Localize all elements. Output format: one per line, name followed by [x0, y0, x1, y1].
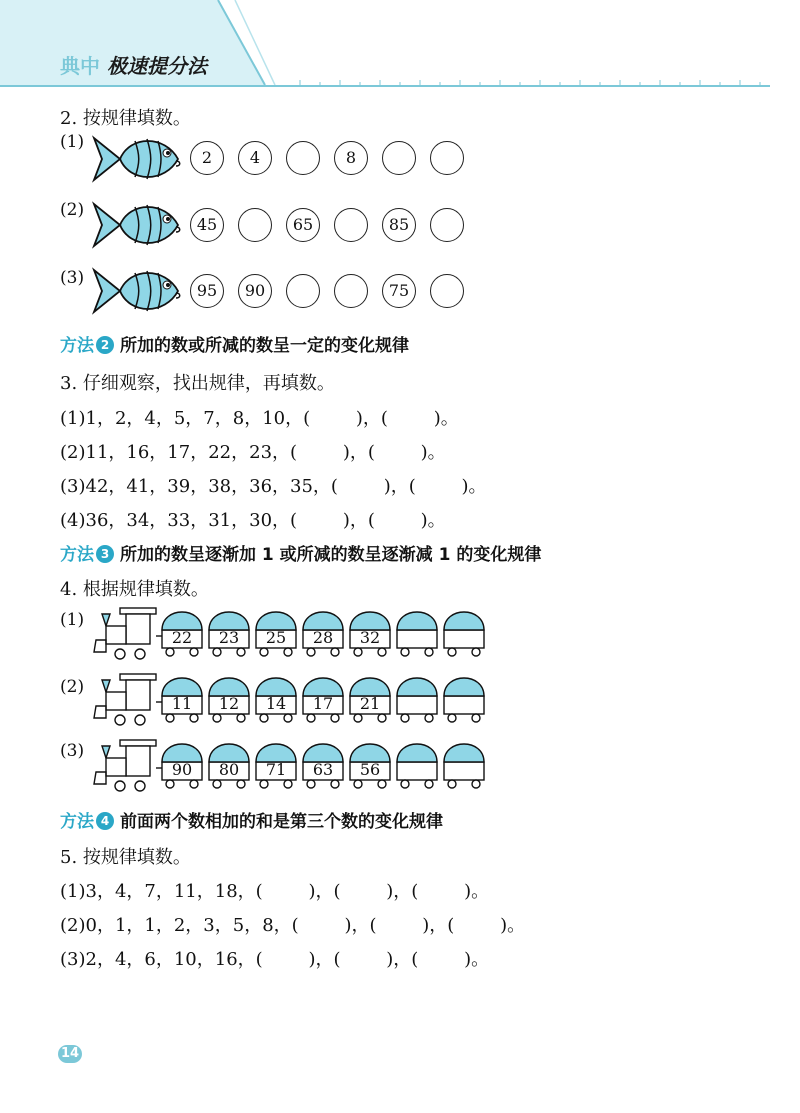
page-number: 14	[58, 1045, 82, 1063]
q5-line2: (2)0，1，1，2，3，5，8，( )，( )，( )。	[60, 915, 526, 936]
method4-heading	[60, 807, 443, 832]
q3-line2: (2)11，16，17，22，23，( )，( )。	[60, 442, 446, 463]
q5-line1: (1)3，4，7，11，18，( )，( )，( )。	[60, 881, 490, 902]
q2-row1-label: (1)	[60, 132, 85, 152]
q2-title: 2. 按规律填数。	[60, 108, 191, 129]
brand-part1: 典中	[60, 54, 100, 78]
q4-title: 4. 根据规律填数。	[60, 579, 209, 600]
method-tag: 方法	[60, 812, 94, 832]
answer-circle: 45	[190, 208, 224, 242]
method-number-badge: 2	[96, 336, 114, 354]
fish-icon	[90, 196, 186, 254]
train-car-number: 21	[359, 694, 381, 713]
method-number-badge: 4	[96, 812, 114, 830]
answer-circle: 85	[382, 208, 416, 242]
method-text: 前面两个数相加的和是第三个数的变化规律	[120, 812, 443, 832]
fish-icon	[90, 262, 186, 320]
answer-circle[interactable]	[382, 141, 416, 175]
answer-circle[interactable]	[286, 141, 320, 175]
answer-circle: 2	[190, 141, 224, 175]
train-car-number: 22	[171, 628, 193, 647]
q2-row2-label: (2)	[60, 200, 85, 220]
train-car-number: 12	[218, 694, 240, 713]
q4-row1-label: (1)	[60, 610, 85, 630]
train-car-number: 14	[265, 694, 287, 713]
brand-part2: 极速提分法	[106, 54, 207, 78]
answer-circle[interactable]	[334, 208, 368, 242]
q3-line4: (4)36，34，33，31，30，( )，( )。	[60, 510, 446, 531]
brand-title	[60, 50, 207, 79]
train-car-number: 28	[312, 628, 334, 647]
q4-row3-label: (3)	[60, 741, 85, 761]
answer-circle: 95	[190, 274, 224, 308]
method-text: 所加的数或所减的数呈一定的变化规律	[120, 336, 409, 356]
answer-circle: 4	[238, 141, 272, 175]
train-car-number: 25	[265, 628, 287, 647]
train-car-number: 11	[171, 694, 193, 713]
answer-circle[interactable]	[430, 141, 464, 175]
q4-row2-label: (2)	[60, 677, 85, 697]
fish-icon	[90, 130, 186, 188]
answer-circle: 65	[286, 208, 320, 242]
method-tag: 方法	[60, 545, 94, 565]
q2-row3-label: (3)	[60, 268, 85, 288]
method-tag: 方法	[60, 336, 94, 356]
method3-heading	[60, 540, 541, 565]
answer-circle: 75	[382, 274, 416, 308]
method-text: 所加的数呈逐渐加 1 或所减的数呈逐渐减 1 的变化规律	[120, 545, 542, 565]
q3-title: 3. 仔细观察，找出规律，再填数。	[60, 373, 335, 394]
q5-line3: (3)2，4，6，10，16，( )，( )，( )。	[60, 949, 490, 970]
answer-circle[interactable]	[238, 208, 272, 242]
q3-line1: (1)1，2，4，5，7，8，10，( )，( )。	[60, 408, 459, 429]
train-car-number: 23	[218, 628, 240, 647]
answer-circle[interactable]	[334, 274, 368, 308]
answer-circle[interactable]	[430, 208, 464, 242]
train-car-number: 56	[359, 760, 381, 779]
q5-title: 5. 按规律填数。	[60, 847, 191, 868]
method2-heading	[60, 331, 409, 356]
answer-circle: 8	[334, 141, 368, 175]
train-car-number: 63	[312, 760, 334, 779]
train-car-number: 80	[218, 760, 240, 779]
train-car-number: 32	[359, 628, 381, 647]
answer-circle: 90	[238, 274, 272, 308]
train-car-number: 71	[265, 760, 287, 779]
q3-line3: (3)42，41，39，38，36，35，( )，( )。	[60, 476, 487, 497]
answer-circle[interactable]	[286, 274, 320, 308]
train-car-number: 90	[171, 760, 193, 779]
answer-circle[interactable]	[430, 274, 464, 308]
method-number-badge: 3	[96, 545, 114, 563]
train-car-number: 17	[312, 694, 334, 713]
